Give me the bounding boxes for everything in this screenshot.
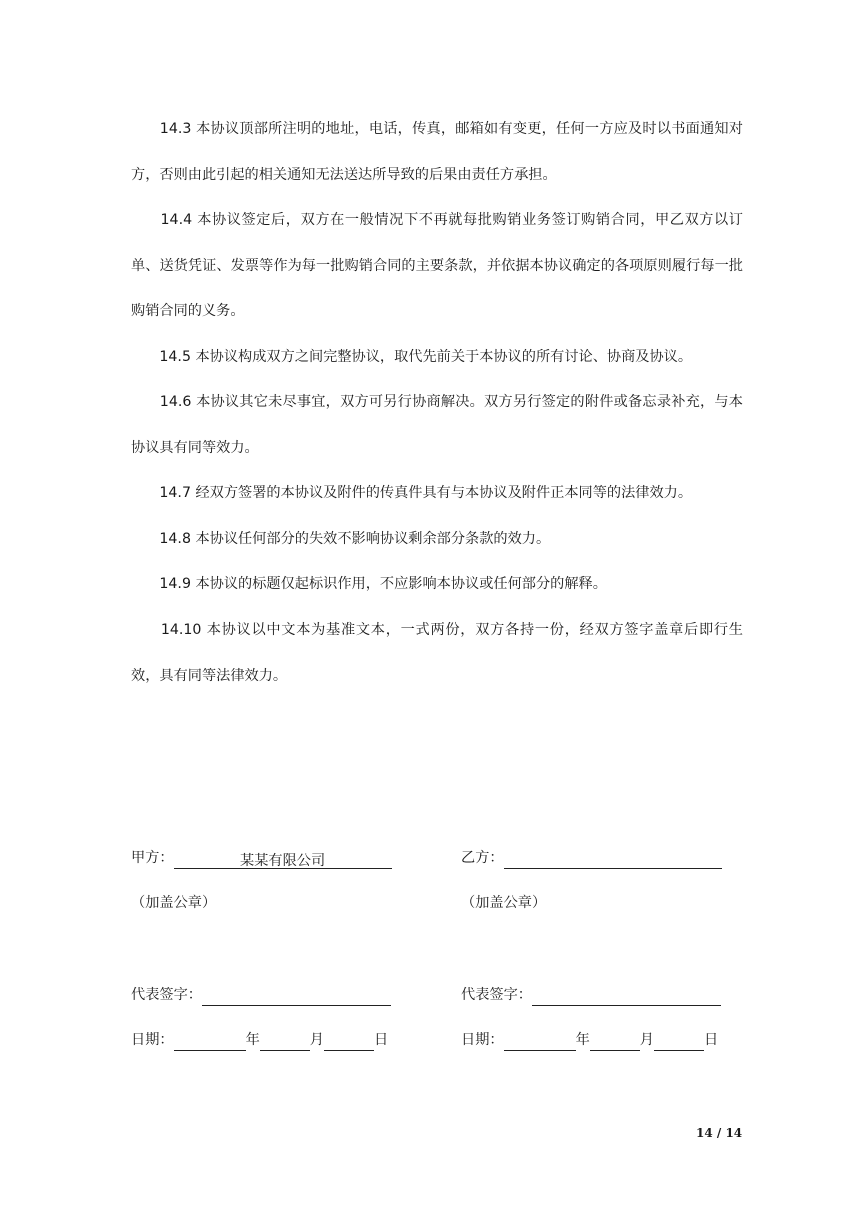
party-a-rep-label: 代表签字：	[131, 987, 202, 1003]
party-a-date-row	[131, 1029, 388, 1051]
party-a-year-field	[174, 1032, 246, 1051]
party-b-label: 乙方：	[461, 850, 504, 866]
party-a-day-label: 日	[373, 1032, 389, 1048]
party-a-seal-note: （加盖公章）	[131, 895, 217, 911]
party-a-year-label: 年	[245, 1032, 260, 1048]
party-b-rep-row	[461, 984, 721, 1006]
clause-14-5: 14.5 本协议构成双方之间完整协议，取代先前关于本协议的所有讨论、协商及协议。	[131, 349, 693, 365]
party-b-row	[461, 847, 722, 869]
party-b-date-row	[461, 1029, 718, 1051]
party-b-year-label: 年	[575, 1032, 590, 1048]
party-b-rep-label: 代表签字：	[461, 987, 532, 1003]
party-b-rep-field	[532, 987, 721, 1006]
party-a-name: 某某有限公司	[240, 853, 326, 869]
party-a-day-field	[324, 1032, 374, 1051]
party-b-year-field	[504, 1032, 576, 1051]
clause-14-7: 14.7 经双方签署的本协议及附件的传真件具有与本协议及附件正本同等的法律效力。	[131, 485, 693, 501]
party-b-day-label: 日	[703, 1032, 719, 1048]
party-b-date-label: 日期：	[461, 1032, 504, 1048]
party-a-name-field	[174, 850, 392, 869]
party-a-rep-row	[131, 984, 391, 1006]
party-a-row	[131, 847, 392, 869]
party-b-day-field	[654, 1032, 704, 1051]
clause-14-4: 14.4 本协议签定后，双方在一般情况下不再就每批购销业务签订购销合同，甲乙双方以订单、送货凭证、发票等作为每一批购销合同的主要条款，并依据本协议确定的各项原则履行每一批购销合同的义务。	[131, 212, 743, 319]
clause-14-10: 14.10 本协议以中文本为基准文本，一式两份，双方各持一份，经双方签字盖章后即行生效，具有同等法律效力。	[131, 622, 743, 684]
party-a-month-label: 月	[309, 1032, 324, 1048]
clause-14-6: 14.6 本协议其它未尽事宜，双方可另行协商解决。双方另行签定的附件或备忘录补充，与本协议具有同等效力。	[131, 394, 743, 456]
party-b-name-field	[504, 850, 722, 869]
party-a-rep-field	[202, 987, 391, 1006]
party-a-date-label: 日期：	[131, 1032, 174, 1048]
party-a-month-field	[260, 1032, 310, 1051]
party-b-seal-note: （加盖公章）	[461, 895, 547, 911]
clause-14-9: 14.9 本协议的标题仅起标识作用，不应影响本协议或任何部分的解释。	[131, 576, 607, 592]
party-b-month-label: 月	[639, 1032, 654, 1048]
party-a-label: 甲方：	[131, 850, 174, 866]
party-b-month-field	[590, 1032, 640, 1051]
page-number: 14 / 14	[696, 1126, 743, 1140]
clause-14-3: 14.3 本协议顶部所注明的地址，电话，传真，邮箱如有变更，任何一方应及时以书面通知对方，否则由此引起的相关通知无法送达所导致的后果由责任方承担。	[131, 121, 743, 183]
clause-14-8: 14.8 本协议任何部分的失效不影响协议剩余部分条款的效力。	[131, 531, 551, 547]
